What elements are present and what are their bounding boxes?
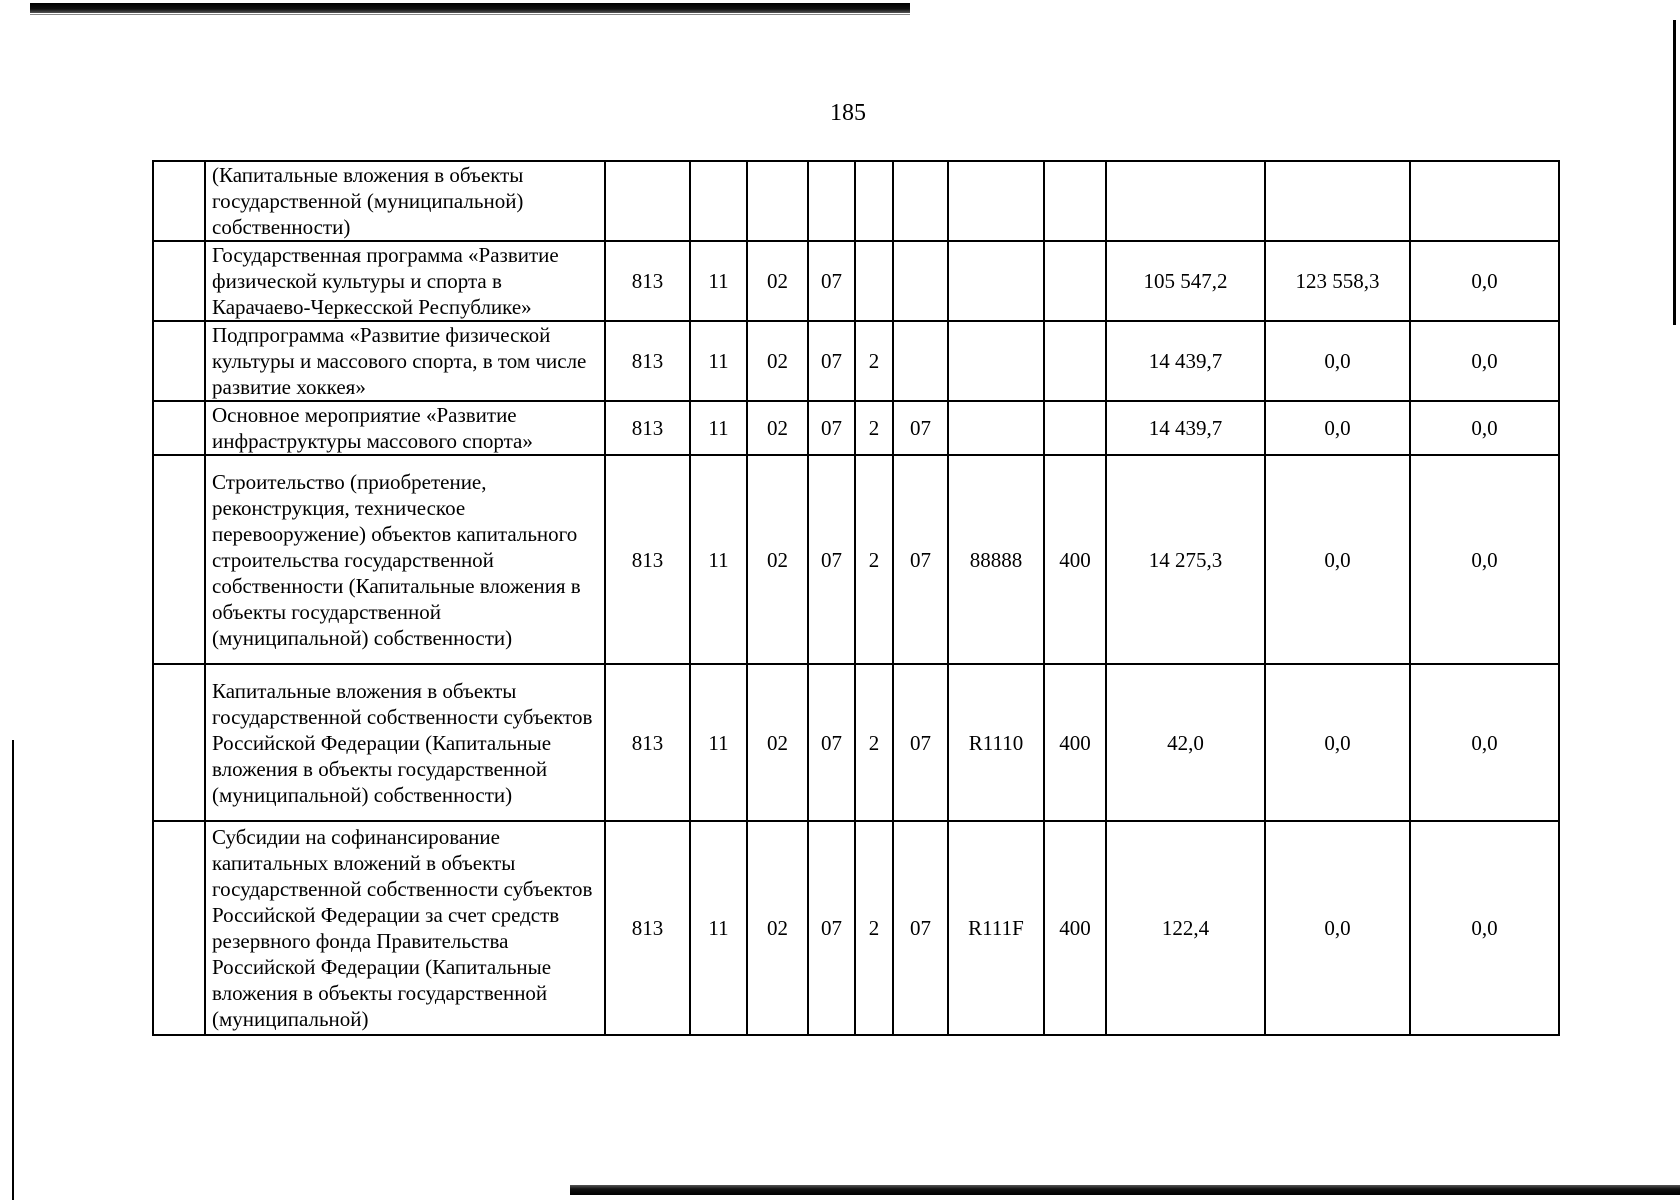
- rz-cell: 11: [690, 664, 747, 821]
- page-number: 185: [830, 100, 866, 126]
- event-cell: [893, 241, 948, 321]
- sum-2021-cell: 0,0: [1265, 401, 1410, 455]
- rz-cell: 11: [690, 455, 747, 664]
- pr-cell: 02: [747, 664, 808, 821]
- row-index-cell: [153, 321, 205, 401]
- scan-border-bottom: [570, 1185, 1680, 1195]
- pr-cell: 02: [747, 401, 808, 455]
- pr-cell: 02: [747, 321, 808, 401]
- program-cell: 07: [808, 321, 855, 401]
- table-row: [153, 161, 1559, 241]
- sum-2020-cell: 105 547,2: [1106, 241, 1265, 321]
- direction-cell: [948, 321, 1044, 401]
- sum-2021-cell: 0,0: [1265, 455, 1410, 664]
- name-cell: Государственная программа «Развитие физической культуры и спорта в Карачаево-Черкесской Республике»: [205, 241, 605, 321]
- program-cell: 07: [808, 664, 855, 821]
- direction-cell: [948, 161, 1044, 241]
- table-row: [153, 821, 1559, 1035]
- sum-2021-cell: 0,0: [1265, 821, 1410, 1035]
- name-cell: Субсидии на софинансирование капитальных вложений в объекты государственной собственности субъектов Российской Федерации за счет средств резервного фонда Правительства Российской Федерации (Капитальные вложения в объекты государственной (муниципальной): [205, 821, 605, 1035]
- sum-2020-cell: 42,0: [1106, 664, 1265, 821]
- vr-cell: [1044, 161, 1106, 241]
- subprogram-cell: 2: [855, 321, 893, 401]
- subprogram-cell: 2: [855, 401, 893, 455]
- row-index-cell: [153, 455, 205, 664]
- grbs-cell: 813: [605, 821, 690, 1035]
- grbs-cell: 813: [605, 455, 690, 664]
- event-cell: 07: [893, 821, 948, 1035]
- event-cell: 07: [893, 664, 948, 821]
- event-cell: [893, 321, 948, 401]
- direction-cell: R1110: [948, 664, 1044, 821]
- subprogram-cell: 2: [855, 821, 893, 1035]
- rz-cell: 11: [690, 321, 747, 401]
- row-index-cell: [153, 401, 205, 455]
- program-cell: [808, 161, 855, 241]
- pr-cell: 02: [747, 455, 808, 664]
- program-cell: 07: [808, 241, 855, 321]
- scan-border-left: [12, 740, 14, 1200]
- program-cell: 07: [808, 821, 855, 1035]
- sum-2020-cell: 14 439,7: [1106, 401, 1265, 455]
- sum-2022-cell: [1410, 161, 1559, 241]
- event-cell: [893, 161, 948, 241]
- subprogram-cell: [855, 241, 893, 321]
- vr-cell: 400: [1044, 455, 1106, 664]
- program-cell: 07: [808, 401, 855, 455]
- event-cell: 07: [893, 401, 948, 455]
- table-row: [153, 321, 1559, 401]
- table-row: [153, 241, 1559, 321]
- sum-2021-cell: 0,0: [1265, 321, 1410, 401]
- sum-2020-cell: 122,4: [1106, 821, 1265, 1035]
- sum-2022-cell: 0,0: [1410, 455, 1559, 664]
- grbs-cell: [605, 161, 690, 241]
- subprogram-cell: 2: [855, 664, 893, 821]
- direction-cell: 88888: [948, 455, 1044, 664]
- table-row: [153, 455, 1559, 664]
- direction-cell: [948, 401, 1044, 455]
- row-index-cell: [153, 241, 205, 321]
- grbs-cell: 813: [605, 401, 690, 455]
- scan-border-top-line: [30, 14, 910, 15]
- sum-2021-cell: 0,0: [1265, 664, 1410, 821]
- name-cell: (Капитальные вложения в объекты государственной (муниципальной) собственности): [205, 161, 605, 241]
- scan-border-right: [1673, 20, 1676, 325]
- rz-cell: [690, 161, 747, 241]
- name-cell: Основное мероприятие «Развитие инфраструктуры массового спорта»: [205, 401, 605, 455]
- pr-cell: [747, 161, 808, 241]
- row-index-cell: [153, 821, 205, 1035]
- sum-2021-cell: 123 558,3: [1265, 241, 1410, 321]
- sum-2020-cell: 14 439,7: [1106, 321, 1265, 401]
- table-row: [153, 664, 1559, 821]
- subprogram-cell: [855, 161, 893, 241]
- grbs-cell: 813: [605, 321, 690, 401]
- sum-2020-cell: 14 275,3: [1106, 455, 1265, 664]
- sum-2022-cell: 0,0: [1410, 401, 1559, 455]
- scan-border-top: [30, 3, 910, 13]
- event-cell: 07: [893, 455, 948, 664]
- pr-cell: 02: [747, 821, 808, 1035]
- subprogram-cell: 2: [855, 455, 893, 664]
- direction-cell: [948, 241, 1044, 321]
- budget-table: [152, 160, 1560, 1036]
- rz-cell: 11: [690, 241, 747, 321]
- vr-cell: [1044, 241, 1106, 321]
- sum-2022-cell: 0,0: [1410, 241, 1559, 321]
- table-row: [153, 401, 1559, 455]
- sum-2022-cell: 0,0: [1410, 821, 1559, 1035]
- sum-2020-cell: [1106, 161, 1265, 241]
- vr-cell: 400: [1044, 664, 1106, 821]
- grbs-cell: 813: [605, 241, 690, 321]
- pr-cell: 02: [747, 241, 808, 321]
- name-cell: Капитальные вложения в объекты государственной собственности субъектов Российской Федерации (Капитальные вложения в объекты государственной (муниципальной) собственности): [205, 664, 605, 821]
- sum-2021-cell: [1265, 161, 1410, 241]
- rz-cell: 11: [690, 821, 747, 1035]
- program-cell: 07: [808, 455, 855, 664]
- vr-cell: [1044, 321, 1106, 401]
- rz-cell: 11: [690, 401, 747, 455]
- direction-cell: R111F: [948, 821, 1044, 1035]
- vr-cell: [1044, 401, 1106, 455]
- row-index-cell: [153, 664, 205, 821]
- vr-cell: 400: [1044, 821, 1106, 1035]
- name-cell: Подпрограмма «Развитие физической культуры и массового спорта, в том числе развитие хоккея»: [205, 321, 605, 401]
- grbs-cell: 813: [605, 664, 690, 821]
- name-cell: Строительство (приобретение, реконструкция, техническое перевооружение) объектов капитального строительства государственной собственности (Капитальные вложения в объекты государственной (муниципальной) собственности): [205, 455, 605, 664]
- row-index-cell: [153, 161, 205, 241]
- sum-2022-cell: 0,0: [1410, 321, 1559, 401]
- sum-2022-cell: 0,0: [1410, 664, 1559, 821]
